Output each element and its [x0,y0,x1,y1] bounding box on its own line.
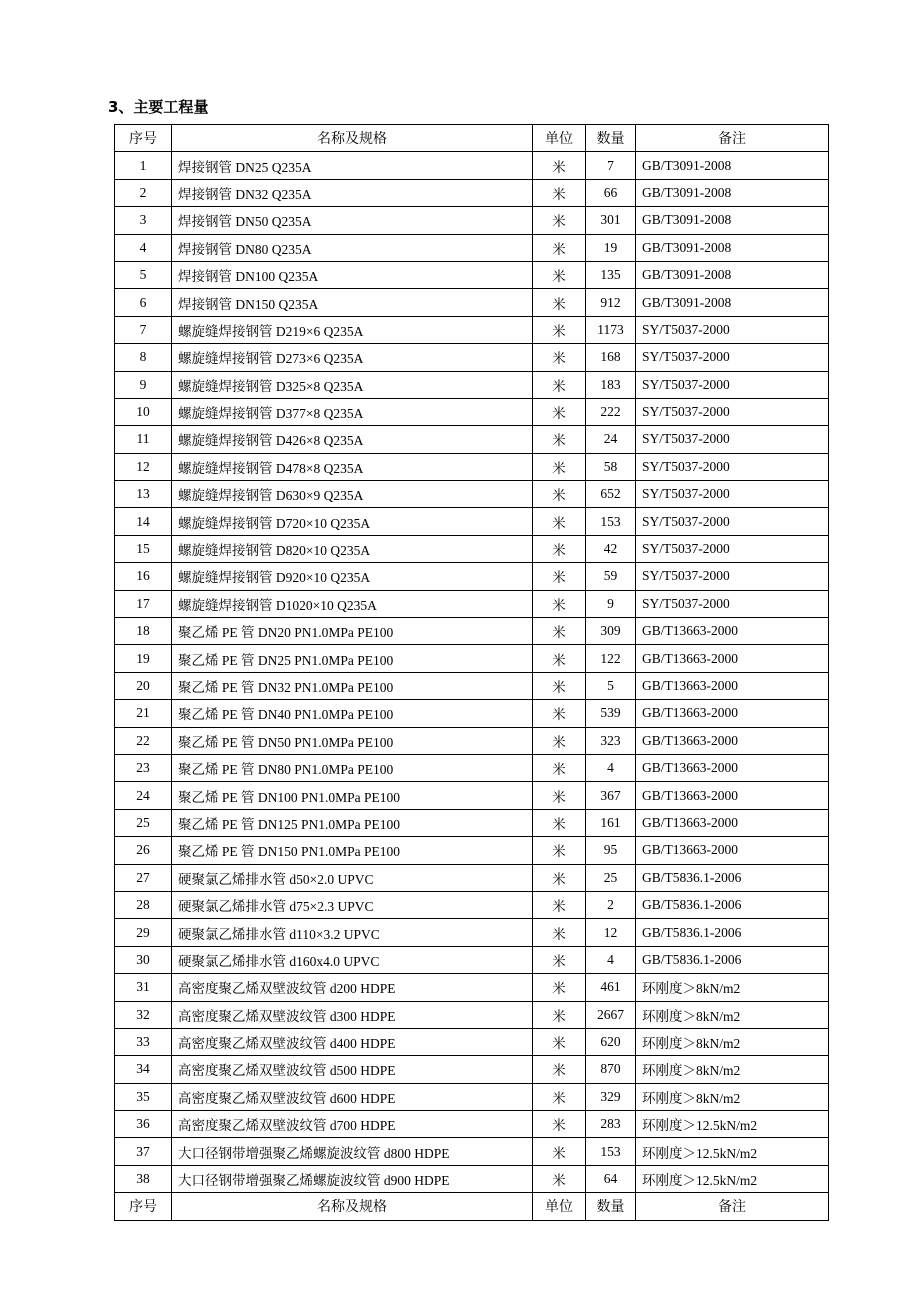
table-row [115,864,829,891]
table-row [115,700,829,727]
table-row [115,344,829,371]
cell-index: 20 [115,672,172,699]
cell-qty: 4 [586,754,636,781]
table-row [115,234,829,261]
table-row [115,179,829,206]
cell-qty: 620 [586,1028,636,1055]
cell-qty: 912 [586,289,636,316]
table-row [115,645,829,672]
cell-qty: 329 [586,1083,636,1110]
cell-index: 30 [115,946,172,973]
cell-index: 26 [115,837,172,864]
header-qty: 数量 [586,125,636,152]
cell-index: 3 [115,207,172,234]
cell-note: SY/T5037-2000 [636,426,829,453]
cell-name: 硬聚氯乙烯排水管 d110×3.2 UPVC [172,919,533,946]
footer-unit: 单位 [533,1193,586,1220]
cell-name: 大口径钢带增强聚乙烯螺旋波纹管 d900 HDPE [172,1165,533,1192]
cell-note: GB/T5836.1-2006 [636,919,829,946]
cell-note: GB/T3091-2008 [636,207,829,234]
cell-index: 33 [115,1028,172,1055]
cell-index: 1 [115,152,172,179]
cell-name: 螺旋缝焊接钢管 D377×8 Q235A [172,398,533,425]
cell-note: SY/T5037-2000 [636,371,829,398]
table-row [115,782,829,809]
table-row [115,1165,829,1192]
cell-qty: 652 [586,481,636,508]
cell-index: 5 [115,261,172,288]
table-row [115,891,829,918]
cell-note: SY/T5037-2000 [636,398,829,425]
cell-index: 22 [115,727,172,754]
cell-note: 环刚度＞12.5kN/m2 [636,1165,829,1192]
cell-index: 31 [115,974,172,1001]
cell-note: SY/T5037-2000 [636,508,829,535]
table-row [115,1083,829,1110]
cell-index: 35 [115,1083,172,1110]
cell-index: 14 [115,508,172,535]
table-row [115,974,829,1001]
header-index: 序号 [115,125,172,152]
cell-name: 硬聚氯乙烯排水管 d75×2.3 UPVC [172,891,533,918]
cell-name: 高密度聚乙烯双壁波纹管 d200 HDPE [172,974,533,1001]
cell-name: 焊接钢管 DN80 Q235A [172,234,533,261]
table-row [115,727,829,754]
cell-index: 16 [115,563,172,590]
cell-unit: 米 [533,1165,586,1192]
cell-name: 聚乙烯 PE 管 DN125 PN1.0MPa PE100 [172,809,533,836]
cell-name: 螺旋缝焊接钢管 D1020×10 Q235A [172,590,533,617]
cell-index: 15 [115,535,172,562]
cell-name: 聚乙烯 PE 管 DN20 PN1.0MPa PE100 [172,618,533,645]
cell-unit: 米 [533,179,586,206]
cell-qty: 161 [586,809,636,836]
cell-unit: 米 [533,946,586,973]
cell-unit: 米 [533,152,586,179]
table-row [115,371,829,398]
cell-unit: 米 [533,1056,586,1083]
cell-name: 螺旋缝焊接钢管 D630×9 Q235A [172,481,533,508]
table-row [115,316,829,343]
cell-name: 焊接钢管 DN50 Q235A [172,207,533,234]
cell-index: 21 [115,700,172,727]
table-row [115,618,829,645]
cell-index: 37 [115,1138,172,1165]
cell-name: 螺旋缝焊接钢管 D720×10 Q235A [172,508,533,535]
cell-note: GB/T5836.1-2006 [636,891,829,918]
cell-index: 27 [115,864,172,891]
cell-name: 聚乙烯 PE 管 DN25 PN1.0MPa PE100 [172,645,533,672]
cell-note: GB/T3091-2008 [636,152,829,179]
cell-unit: 米 [533,508,586,535]
cell-name: 聚乙烯 PE 管 DN40 PN1.0MPa PE100 [172,700,533,727]
table-row [115,207,829,234]
table-row [115,508,829,535]
footer-index: 序号 [115,1193,172,1220]
cell-unit: 米 [533,426,586,453]
cell-note: 环刚度＞12.5kN/m2 [636,1138,829,1165]
table-row [115,426,829,453]
cell-unit: 米 [533,754,586,781]
cell-unit: 米 [533,672,586,699]
cell-index: 34 [115,1056,172,1083]
cell-qty: 539 [586,700,636,727]
cell-note: GB/T13663-2000 [636,672,829,699]
cell-qty: 283 [586,1111,636,1138]
cell-unit: 米 [533,809,586,836]
cell-note: SY/T5037-2000 [636,344,829,371]
cell-unit: 米 [533,535,586,562]
cell-unit: 米 [533,645,586,672]
header-note: 备注 [636,125,829,152]
cell-note: GB/T13663-2000 [636,645,829,672]
table-row [115,398,829,425]
cell-index: 17 [115,590,172,617]
cell-unit: 米 [533,727,586,754]
cell-unit: 米 [533,344,586,371]
cell-qty: 42 [586,535,636,562]
cell-note: SY/T5037-2000 [636,453,829,480]
cell-name: 聚乙烯 PE 管 DN32 PN1.0MPa PE100 [172,672,533,699]
cell-unit: 米 [533,1083,586,1110]
cell-index: 10 [115,398,172,425]
cell-index: 12 [115,453,172,480]
cell-unit: 米 [533,618,586,645]
table-row [115,1056,829,1083]
cell-unit: 米 [533,700,586,727]
cell-index: 25 [115,809,172,836]
cell-name: 高密度聚乙烯双壁波纹管 d400 HDPE [172,1028,533,1055]
cell-note: SY/T5037-2000 [636,535,829,562]
cell-qty: 9 [586,590,636,617]
cell-unit: 米 [533,782,586,809]
cell-name: 高密度聚乙烯双壁波纹管 d300 HDPE [172,1001,533,1028]
cell-note: GB/T13663-2000 [636,727,829,754]
cell-note: 环刚度＞8kN/m2 [636,1056,829,1083]
cell-note: GB/T5836.1-2006 [636,864,829,891]
cell-note: GB/T13663-2000 [636,700,829,727]
cell-unit: 米 [533,974,586,1001]
cell-note: 环刚度＞8kN/m2 [636,1001,829,1028]
cell-index: 18 [115,618,172,645]
cell-note: GB/T5836.1-2006 [636,946,829,973]
table-footer-row [115,1193,829,1220]
table-row [115,261,829,288]
table-row [115,672,829,699]
table-row [115,590,829,617]
cell-unit: 米 [533,234,586,261]
cell-name: 大口径钢带增强聚乙烯螺旋波纹管 d800 HDPE [172,1138,533,1165]
cell-index: 38 [115,1165,172,1192]
cell-note: SY/T5037-2000 [636,563,829,590]
table-row [115,1111,829,1138]
cell-qty: 168 [586,344,636,371]
cell-note: GB/T3091-2008 [636,234,829,261]
cell-name: 螺旋缝焊接钢管 D478×8 Q235A [172,453,533,480]
cell-note: GB/T3091-2008 [636,179,829,206]
cell-note: 环刚度＞8kN/m2 [636,1083,829,1110]
cell-qty: 461 [586,974,636,1001]
cell-note: GB/T13663-2000 [636,754,829,781]
cell-index: 4 [115,234,172,261]
cell-name: 焊接钢管 DN100 Q235A [172,261,533,288]
cell-index: 19 [115,645,172,672]
cell-unit: 米 [533,261,586,288]
cell-name: 高密度聚乙烯双壁波纹管 d700 HDPE [172,1111,533,1138]
cell-index: 13 [115,481,172,508]
cell-qty: 1173 [586,316,636,343]
footer-qty: 数量 [586,1193,636,1220]
table-row [115,837,829,864]
cell-qty: 25 [586,864,636,891]
cell-note: SY/T5037-2000 [636,590,829,617]
table-row [115,946,829,973]
cell-name: 螺旋缝焊接钢管 D219×6 Q235A [172,316,533,343]
cell-name: 焊接钢管 DN150 Q235A [172,289,533,316]
cell-note: GB/T13663-2000 [636,618,829,645]
cell-index: 36 [115,1111,172,1138]
cell-index: 8 [115,344,172,371]
cell-qty: 7 [586,152,636,179]
cell-unit: 米 [533,590,586,617]
cell-qty: 58 [586,453,636,480]
cell-name: 螺旋缝焊接钢管 D426×8 Q235A [172,426,533,453]
cell-qty: 66 [586,179,636,206]
cell-name: 高密度聚乙烯双壁波纹管 d500 HDPE [172,1056,533,1083]
cell-qty: 59 [586,563,636,590]
cell-name: 螺旋缝焊接钢管 D920×10 Q235A [172,563,533,590]
cell-qty: 4 [586,946,636,973]
section-title: 3、主要工程量 [108,98,209,116]
cell-name: 高密度聚乙烯双壁波纹管 d600 HDPE [172,1083,533,1110]
cell-qty: 309 [586,618,636,645]
cell-index: 29 [115,919,172,946]
cell-qty: 301 [586,207,636,234]
cell-qty: 135 [586,261,636,288]
cell-qty: 870 [586,1056,636,1083]
table-row [115,481,829,508]
cell-qty: 122 [586,645,636,672]
cell-qty: 24 [586,426,636,453]
cell-unit: 米 [533,481,586,508]
table-row [115,563,829,590]
cell-name: 螺旋缝焊接钢管 D325×8 Q235A [172,371,533,398]
cell-qty: 222 [586,398,636,425]
cell-name: 聚乙烯 PE 管 DN100 PN1.0MPa PE100 [172,782,533,809]
cell-name: 焊接钢管 DN25 Q235A [172,152,533,179]
cell-index: 2 [115,179,172,206]
cell-name: 螺旋缝焊接钢管 D820×10 Q235A [172,535,533,562]
cell-unit: 米 [533,1028,586,1055]
cell-qty: 64 [586,1165,636,1192]
cell-name: 硬聚氯乙烯排水管 d160x4.0 UPVC [172,946,533,973]
cell-unit: 米 [533,207,586,234]
cell-index: 23 [115,754,172,781]
table-row [115,754,829,781]
cell-unit: 米 [533,864,586,891]
header-name: 名称及规格 [172,125,533,152]
cell-unit: 米 [533,289,586,316]
cell-index: 9 [115,371,172,398]
table-row [115,453,829,480]
cell-qty: 2667 [586,1001,636,1028]
cell-unit: 米 [533,398,586,425]
cell-qty: 5 [586,672,636,699]
cell-qty: 12 [586,919,636,946]
table-row [115,1028,829,1055]
table-row [115,535,829,562]
cell-note: SY/T5037-2000 [636,481,829,508]
table-row [115,919,829,946]
cell-name: 硬聚氯乙烯排水管 d50×2.0 UPVC [172,864,533,891]
cell-qty: 2 [586,891,636,918]
quantities-table [114,124,829,1221]
cell-note: GB/T3091-2008 [636,289,829,316]
cell-qty: 153 [586,508,636,535]
cell-index: 6 [115,289,172,316]
cell-name: 聚乙烯 PE 管 DN50 PN1.0MPa PE100 [172,727,533,754]
cell-note: GB/T13663-2000 [636,837,829,864]
cell-index: 7 [115,316,172,343]
cell-name: 聚乙烯 PE 管 DN150 PN1.0MPa PE100 [172,837,533,864]
cell-index: 28 [115,891,172,918]
cell-unit: 米 [533,371,586,398]
table-row [115,289,829,316]
cell-unit: 米 [533,453,586,480]
cell-qty: 153 [586,1138,636,1165]
cell-index: 32 [115,1001,172,1028]
table-row [115,152,829,179]
cell-qty: 95 [586,837,636,864]
footer-name: 名称及规格 [172,1193,533,1220]
cell-qty: 183 [586,371,636,398]
cell-name: 焊接钢管 DN32 Q235A [172,179,533,206]
cell-note: GB/T13663-2000 [636,809,829,836]
cell-note: 环刚度＞8kN/m2 [636,1028,829,1055]
cell-unit: 米 [533,1001,586,1028]
table-header-row [115,125,829,152]
table-row [115,1001,829,1028]
cell-note: SY/T5037-2000 [636,316,829,343]
table-row [115,1138,829,1165]
cell-index: 24 [115,782,172,809]
cell-note: GB/T3091-2008 [636,261,829,288]
header-unit: 单位 [533,125,586,152]
cell-unit: 米 [533,1111,586,1138]
cell-note: GB/T13663-2000 [636,782,829,809]
table-row [115,809,829,836]
footer-note: 备注 [636,1193,829,1220]
cell-unit: 米 [533,316,586,343]
cell-qty: 323 [586,727,636,754]
cell-name: 螺旋缝焊接钢管 D273×6 Q235A [172,344,533,371]
cell-name: 聚乙烯 PE 管 DN80 PN1.0MPa PE100 [172,754,533,781]
cell-note: 环刚度＞12.5kN/m2 [636,1111,829,1138]
cell-unit: 米 [533,837,586,864]
cell-index: 11 [115,426,172,453]
cell-qty: 19 [586,234,636,261]
cell-qty: 367 [586,782,636,809]
cell-unit: 米 [533,919,586,946]
cell-unit: 米 [533,891,586,918]
cell-note: 环刚度＞8kN/m2 [636,974,829,1001]
cell-unit: 米 [533,1138,586,1165]
cell-unit: 米 [533,563,586,590]
